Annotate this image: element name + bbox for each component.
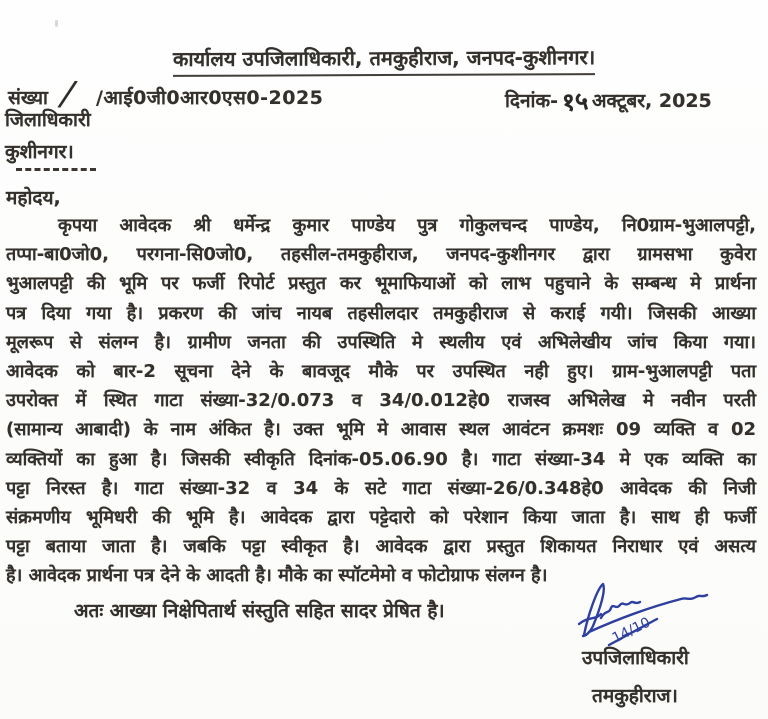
handwritten-slash: / [55, 73, 80, 115]
body-line: पत्र दिया गया है। प्रकरण की जांच नायब तहसीलदार तमकुहीराज से कराई गयी। जिसकी आख्या [6, 302, 756, 324]
signatory-designation: उपजिलाधिकारी [582, 647, 689, 669]
body-line: भुआलपट्टी की भूमि पर फर्जी रिपोर्ट प्रस्तुत कर भूमाफियाओं को लाभ पहुचाने के सम्बन्ध मे प्रार्थना [6, 273, 756, 295]
body-line: है। आवेदक प्रार्थना पत्र देने के आदती है। मौके का स्पॉटमेमो व फोटोग्राफ संलग्न है। [6, 565, 548, 587]
body-line: कृपया आवेदक श्री धर्मेन्द्र कुमार पाण्डेय पुत्र गोकुलचन्द पाण्डेय, नि0ग्राम-भुआलपट्टी, [58, 215, 756, 236]
body-line: पट्टा निरस्त है। गाटा संख्या-32 व 34 के सटे गाटा संख्या-26/0.348हे0 आवेदक की निजी [6, 477, 756, 499]
body-line: व्यक्तियों का हुआ है। जिसकी स्वीकृति दिनांक-05.06.90 है। गाटा संख्या-34 मे एक व्यक्ति का [6, 448, 756, 470]
signature-cursive-stroke [601, 602, 640, 618]
body-line: आवेदक को बार-2 सूचना देने के बावजूद मौके पर उपस्थित नही हुए। ग्राम-भुआलपट्टी पता [6, 361, 756, 383]
office-header-text: कार्यालय उपजिलाधिकारी, तमकुहीराज, जनपद-कुशीनगर। [173, 43, 595, 77]
body-line: पट्टा बताया जाता है। जबकि पट्टा स्वीकृत है। आवेदक द्वारा प्रस्तुत शिकायत निराधार एवं असत्य [6, 536, 756, 558]
signature-initial-stroke [583, 584, 604, 636]
letter-body [6, 211, 756, 591]
closing-line: अतः आख्या निक्षेपितार्थ संस्तुति सहित सादर प्रेषित है। [74, 600, 445, 622]
addressee-designation: जिलाधिकारी [5, 109, 91, 131]
date-label: दिनांक- [505, 90, 558, 112]
body-line: तप्पा-बा0जो0, परगना-सि0जो0, तहसील-तमकुहीराज, जनपद-कुशीनगर द्वारा ग्रामसभा कुवेरा [6, 244, 756, 266]
signature-handwritten-date: 14/10 [609, 614, 654, 647]
signatory-place: तमकुहीराज। [592, 685, 678, 707]
salutation: महोदय, [6, 187, 61, 209]
reference-row [0, 73, 768, 118]
handwritten-date-day: १५ [560, 85, 590, 118]
body-line: मूलरूप से संलग्न है। ग्रामीण जनता की उपस्थिति मे स्थलीय एवं अभिलेखीय जांच किया गया। [6, 331, 756, 353]
body-line: उपरोक्त में स्थित गाटा संख्या-32/0.073 व 34/0.012हे0 राजस्व अभिलेख मे नवीन परती [6, 390, 756, 412]
addressee-place: कुशीनगर। [5, 141, 74, 163]
office-header [0, 44, 768, 76]
dashed-separator [16, 168, 96, 171]
signature-scribble [568, 575, 728, 655]
ref-number-label: संख्या [8, 87, 48, 109]
body-line: संक्रमणीय भूमिधरी की भूमि है। आवेदक द्वारा पट्टेदारो को परेशान किया जाता है। साथ ही फर्जी [6, 507, 756, 529]
date-month-year: अक्टूबर, 2025 [591, 90, 712, 112]
scan-speck [55, 20, 58, 27]
body-line: (सामान्य आबादी) के नाम अंकित है। उक्त भूमि मे आवास स्थल आवंटन क्रमशः 09 व्यक्ति व 02 [6, 419, 756, 441]
date-line [505, 84, 712, 118]
ref-number-value: /आई0जी0आर0एस0-2025 [96, 87, 324, 109]
